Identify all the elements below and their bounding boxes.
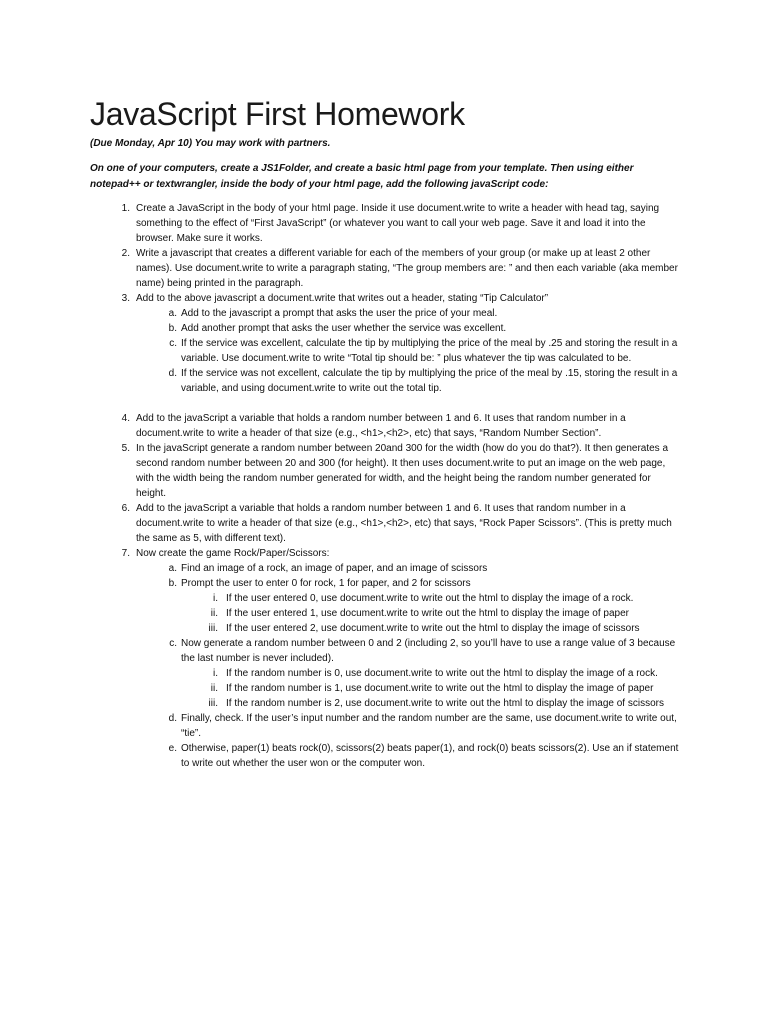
instructions-list xyxy=(0,201,770,771)
list-item xyxy=(168,741,681,771)
list-item xyxy=(168,561,681,576)
due-line: (Due Monday, Apr 10) You may work with partners. xyxy=(90,138,331,149)
list-item-text: Find an image of a rock, an image of paper, and an image of scissors xyxy=(181,563,488,574)
page-title: JavaScript First Homework xyxy=(90,96,465,132)
list-marker: iii. xyxy=(208,698,218,709)
list-marker: d. xyxy=(168,713,177,724)
list-item xyxy=(168,711,681,741)
list-item xyxy=(121,291,682,306)
list-item xyxy=(168,366,681,396)
list-marker: e. xyxy=(168,743,177,754)
list-item-text: In the javaScript generate a random number between 20and 300 for the width (how do you do that?). It then generates a second random number between 20 and 300 (for height). It then uses document.write to put an image on the web page, with the width being the random number generated for width, and the height being the random number generated for height. xyxy=(136,443,669,499)
list-marker: 5. xyxy=(121,443,130,454)
list-item-text: If the user entered 0, use document.write to write out the html to display the image of a rock. xyxy=(226,593,634,604)
spacer xyxy=(0,396,770,411)
list-item-text: Add to the javascript a prompt that asks the user the price of your meal. xyxy=(181,308,498,319)
list-item xyxy=(121,246,682,291)
list-marker: 1. xyxy=(121,203,130,214)
list-item xyxy=(168,306,681,321)
list-item xyxy=(121,441,682,501)
list-item-text: Now create the game Rock/Paper/Scissors: xyxy=(136,548,330,559)
list-marker: b. xyxy=(168,323,177,334)
list-marker: a. xyxy=(168,308,177,319)
list-item xyxy=(121,411,682,441)
list-item-text: Prompt the user to enter 0 for rock, 1 for paper, and 2 for scissors xyxy=(181,578,471,589)
list-item-text: If the user entered 2, use document.write to write out the html to display the image of scissors xyxy=(226,623,640,634)
list-item-text: Create a JavaScript in the body of your html page. Inside it use document.write to write a header with head tag, saying something to the effect of “First JavaScript” (or whatever you want to call your web page. Save it and load it into the browser. Make sure it works. xyxy=(136,203,660,244)
intro-paragraph: On one of your computers, create a JS1Folder, and create a basic html page from your template. Then using either notepad++ or textwrangler, inside the body of your html page, add the following javaScript code: xyxy=(90,163,634,190)
list-item-text: If the service was excellent, calculate the tip by multiplying the price of the meal by .25 and storing the result in a variable. Use document.write to write “Total tip should be: ” plus whatever the tip was calculated to be. xyxy=(181,338,678,364)
list-item xyxy=(169,636,681,666)
list-marker: 4. xyxy=(121,413,130,424)
list-item xyxy=(121,201,682,246)
list-item xyxy=(210,606,681,621)
list-item-text: If the random number is 0, use document.write to write out the html to display the image of a rock. xyxy=(226,668,658,679)
list-item-text: Now generate a random number between 0 and 2 (including 2, so you’ll have to use a range value of 3 because the last number is never included). xyxy=(181,638,676,664)
list-item-text: Write a javascript that creates a different variable for each of the members of your group (or make up at least 2 other names). Use document.write to write a paragraph stating, “The group members are: ” and then each variable (aka member name) being printed in the paragraph. xyxy=(136,248,678,289)
list-item xyxy=(121,501,682,546)
list-marker: a. xyxy=(168,563,177,574)
list-marker: 6. xyxy=(121,503,130,514)
list-item xyxy=(169,336,681,366)
list-marker: i. xyxy=(213,593,218,604)
list-item-text: Otherwise, paper(1) beats rock(0), scissors(2) beats paper(1), and rock(0) beats scissors(2). Use an if statement to write out whether the user won or the computer won. xyxy=(181,743,679,769)
list-item xyxy=(168,321,681,336)
list-item xyxy=(121,546,682,561)
list-item-text: If the service was not excellent, calculate the tip by multiplying the price of the meal by .15, storing the result in a variable, and using document.write to write out the total tip. xyxy=(181,368,678,394)
list-marker: iii. xyxy=(208,623,218,634)
list-item xyxy=(210,681,681,696)
list-item xyxy=(208,621,681,636)
list-marker: ii. xyxy=(210,683,218,694)
list-marker: d. xyxy=(168,368,177,379)
list-item xyxy=(213,666,681,681)
list-item-text: Add to the above javascript a document.write that writes out a header, stating “Tip Calculator” xyxy=(136,293,549,304)
list-item-text: If the random number is 1, use document.write to write out the html to display the image of paper xyxy=(226,683,654,694)
list-item xyxy=(208,696,681,711)
list-item-text: Add to the javaScript a variable that holds a random number between 1 and 6. It uses that random number in a document.write to write a header of that size (e.g., <h1>,<h2>, etc) that says, “Random Number Section”. xyxy=(136,413,626,439)
list-marker: b. xyxy=(168,578,177,589)
list-marker: ii. xyxy=(210,608,218,619)
list-item-text: Add another prompt that asks the user whether the service was excellent. xyxy=(181,323,507,334)
list-item xyxy=(168,576,681,591)
list-item-text: If the user entered 1, use document.write to write out the html to display the image of paper xyxy=(226,608,629,619)
list-marker: 3. xyxy=(121,293,130,304)
list-marker: 7. xyxy=(121,548,130,559)
list-marker: c. xyxy=(169,638,177,649)
list-item-text: Add to the javaScript a variable that holds a random number between 1 and 6. It uses that random number in a document.write to write a header of that size (e.g., <h1>,<h2>, etc) that says, “Rock Paper Scissors”. (This is pretty much the same as 5, with different text). xyxy=(136,503,672,544)
list-marker: 2. xyxy=(121,248,130,259)
list-item xyxy=(213,591,681,606)
list-item-text: If the random number is 2, use document.write to write out the html to display the image of scissors xyxy=(226,698,664,709)
list-marker: c. xyxy=(169,338,177,349)
list-item-text: Finally, check. If the user’s input number and the random number are the same, use document.write to write out, “tie”. xyxy=(181,713,677,739)
list-marker: i. xyxy=(213,668,218,679)
